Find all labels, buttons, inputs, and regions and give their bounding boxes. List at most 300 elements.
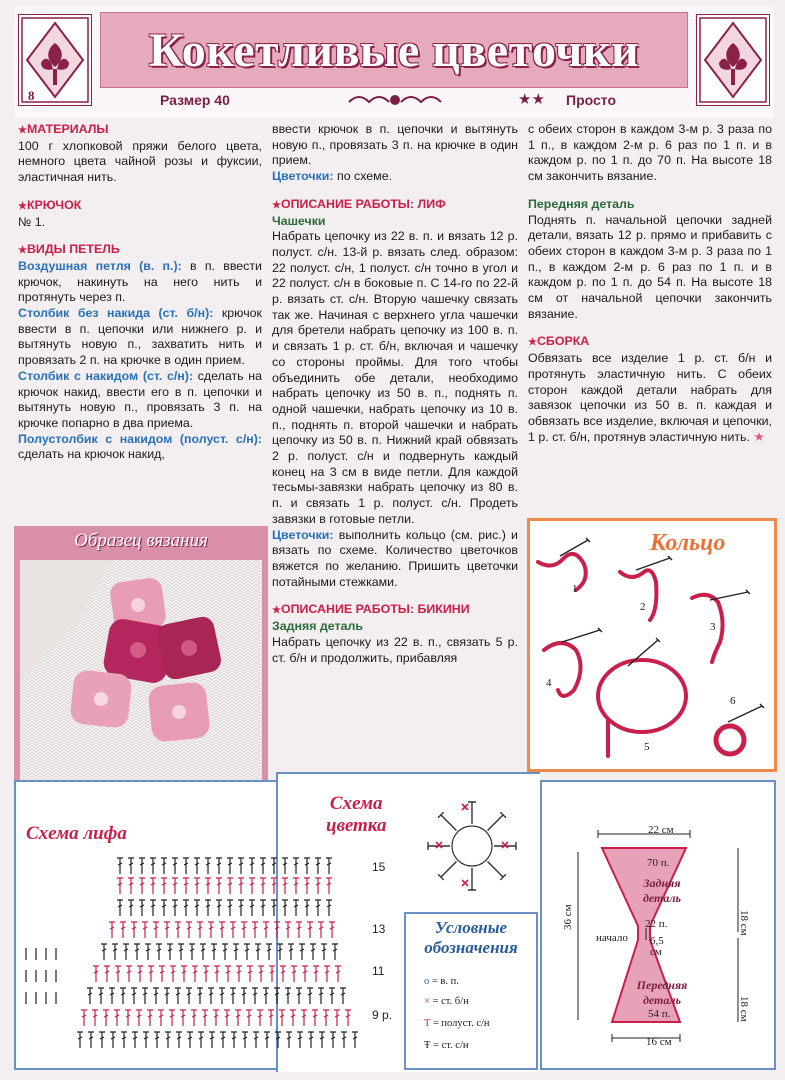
stitch-mark — [81, 1010, 87, 1026]
flower-spoke — [488, 812, 506, 830]
stitch-mark — [304, 900, 310, 916]
stitch-mark — [253, 1032, 259, 1048]
stitch-mark — [214, 966, 220, 982]
stitch-mark — [324, 966, 330, 982]
stitch-mark — [176, 1032, 182, 1048]
stitch-mark — [264, 1032, 270, 1048]
stitch-mark — [164, 922, 170, 938]
stitch-mark — [352, 1032, 358, 1048]
stitch-mark — [334, 1010, 340, 1026]
scheme-cvetka-title-line1: Схема — [329, 793, 383, 814]
stitch-mark — [227, 858, 233, 874]
stitch-mark — [205, 878, 211, 894]
stitch-mark — [304, 858, 310, 874]
front-piece-line2: деталь — [642, 993, 682, 1007]
stitch-mark — [297, 1032, 303, 1048]
stitch-mark — [231, 1032, 237, 1048]
stitch-mark — [230, 922, 236, 938]
stitch-mark — [307, 922, 313, 938]
stitch-mark — [148, 966, 154, 982]
stitch-mark — [219, 988, 225, 1004]
scheme-cvetka-title-line2: цветка — [326, 815, 387, 836]
stitch-mark — [222, 944, 228, 960]
stitch-mark — [280, 966, 286, 982]
stitch-mark — [319, 1032, 325, 1048]
sample-title: Образец вязания — [74, 530, 208, 551]
stitch-mark — [150, 900, 156, 916]
stitch-mark — [291, 966, 297, 982]
stitch-mark — [318, 988, 324, 1004]
ring-step-label: 5 — [644, 741, 650, 753]
stitch-mark — [293, 900, 299, 916]
legend-text: = в. п. — [431, 976, 459, 987]
stitch-mark — [252, 988, 258, 1004]
flower-4 — [69, 669, 132, 729]
bottom-height-label: 18 см — [738, 996, 750, 1022]
stitch-mark — [142, 922, 148, 938]
legend-title-line1: Условные — [434, 918, 508, 937]
stitch-mark — [285, 988, 291, 1004]
stitch-mark — [209, 1032, 215, 1048]
col3-intro: с обеих сторон в каждом 3-м р. 3 раза по 1 п., в каждом 2-м р. 6 раз по 1 п. и в каждом р. по 1 п. до 70 п. На высоте 18 см закончить вязание. — [528, 122, 772, 184]
stitch-mark — [247, 966, 253, 982]
ring-step-3 — [692, 595, 723, 662]
stitch-mark — [132, 1032, 138, 1048]
stitch-mark — [128, 878, 134, 894]
stitch-mark — [109, 922, 115, 938]
assembly-text — [528, 351, 772, 445]
stitch-mark — [104, 966, 110, 982]
stitch-mark — [194, 878, 200, 894]
stitch-mark — [307, 988, 313, 1004]
stitch-mark — [242, 1032, 248, 1048]
ornament-divider-icon — [345, 90, 445, 110]
legend-item — [424, 1018, 490, 1029]
flower-3 — [155, 615, 223, 682]
difficulty-stars: ★★ — [518, 91, 545, 108]
stitch-mark — [115, 966, 121, 982]
stitch-mark — [103, 1010, 109, 1026]
stitch-mark — [282, 900, 288, 916]
legend-text: = ст. с/н — [433, 1040, 469, 1051]
text-column-2 — [272, 122, 518, 666]
text-column-1 — [18, 122, 262, 463]
single-crochet-icon: × — [424, 996, 430, 1007]
stitch-mark — [275, 1032, 281, 1048]
top-height-label: 18 см — [738, 910, 750, 936]
bottom-stitches-label: 54 п. — [648, 1008, 671, 1020]
ring-step-2 — [620, 570, 656, 620]
ring-title: Кольцо — [650, 530, 726, 556]
stitch-mark — [255, 944, 261, 960]
stitch-mark — [241, 988, 247, 1004]
stitch-mark — [126, 966, 132, 982]
stitch-mark — [260, 858, 266, 874]
stitch-mark — [238, 900, 244, 916]
stitch-mark — [271, 900, 277, 916]
stitch-mark — [219, 922, 225, 938]
stitch-mark — [200, 944, 206, 960]
back-piece-line1: Задняя — [643, 876, 681, 890]
assembly-body: Обвязать все изделие 1 р. ст. б/н и протянуть эластичную нить. С обеих сторон каждой детали набрать для завязок цепочки из 50 в. п. каждая и обвязать все изделие, включая и цепочки, 1 р. ст. б/н, протянув эластичную нить. — [528, 351, 772, 444]
stitch-mark — [117, 878, 123, 894]
stitch-vp — [18, 259, 262, 306]
stitch-mark — [158, 1010, 164, 1026]
stitch-sbn-heading: Столбик без накида (ст. б/н): — [18, 306, 214, 321]
top-stitches-label: 70 п. — [647, 857, 670, 869]
flower-ornament-icon — [697, 15, 769, 105]
flowers2-heading: Цветочки: — [272, 527, 334, 542]
legend-text: = полуст. с/н — [432, 1018, 490, 1029]
stitch-mark — [128, 900, 134, 916]
stitch-vp-text: в п. ввести крючок, накинуть на него нить и протянуть через п. — [18, 258, 262, 305]
back-text: Набрать цепочку из 22 в. п., связать 5 р. ст. б/н и продолжить, прибавляя — [272, 634, 518, 665]
hook-text: № 1. — [18, 214, 46, 229]
scheme-cvetka-title — [326, 793, 386, 837]
ring-step-5 — [598, 660, 686, 732]
stitch-mark — [260, 900, 266, 916]
stitch-mark — [330, 1032, 336, 1048]
stitch-mark — [154, 1032, 160, 1048]
stitch-mark — [117, 900, 123, 916]
stitch-mark — [258, 966, 264, 982]
ring-diagram — [532, 530, 772, 766]
stitch-mark — [98, 988, 104, 1004]
chain-stitch-icon: o — [424, 976, 430, 987]
stitch-mark — [266, 944, 272, 960]
stitch-mark — [178, 944, 184, 960]
stitch-pss-heading: Полустолбик с накидом (полуст. с/н): — [18, 431, 262, 446]
stitch-mark — [110, 1032, 116, 1048]
stitch-mark — [268, 1010, 274, 1026]
stitch-mark — [117, 858, 123, 874]
stitch-mark — [220, 1032, 226, 1048]
hook-heading: ★ КРЮЧОК — [18, 198, 262, 215]
stitch-mark — [321, 944, 327, 960]
materials-heading: ★ МАТЕРИАЛЫ — [18, 122, 262, 139]
stitch-mark — [279, 1010, 285, 1026]
stitch-mark — [326, 878, 332, 894]
difficulty-label: Просто — [566, 92, 616, 108]
stitch-mark — [202, 1010, 208, 1026]
legend-text: = ст. б/н — [432, 996, 469, 1007]
stitch-mark — [93, 966, 99, 982]
front-piece-line1: Передняя — [636, 978, 688, 992]
stitch-mark — [274, 922, 280, 938]
stitch-mark — [236, 966, 242, 982]
stitch-mark — [263, 922, 269, 938]
stitch-mark — [192, 966, 198, 982]
stitch-mark — [252, 922, 258, 938]
stitch-mark — [139, 878, 145, 894]
scheme-lifa-title: Схема лифа — [26, 823, 127, 844]
stitch-mark — [216, 900, 222, 916]
double-crochet-icon: Ŧ — [424, 1040, 431, 1051]
stitch-mark — [136, 1010, 142, 1026]
stitch-mark — [101, 944, 107, 960]
stitch-mark — [285, 922, 291, 938]
stitch-mark — [271, 858, 277, 874]
back-piece-line2: деталь — [642, 891, 682, 905]
col2-flowers — [272, 169, 518, 185]
stitch-mark — [208, 922, 214, 938]
legend-item — [424, 1040, 469, 1051]
stitch-mark — [293, 858, 299, 874]
knit-sample-illustration — [20, 560, 262, 798]
row-label-13: 13 — [372, 922, 386, 936]
stitch-mark — [299, 944, 305, 960]
assembly-heading: ★ СБОРКА — [528, 334, 772, 351]
stitch-mark — [139, 900, 145, 916]
stitches-heading: ★ ВИДЫ ПЕТЕЛЬ — [18, 242, 262, 259]
stitch-mark — [167, 944, 173, 960]
front-heading: Передняя деталь — [528, 196, 635, 211]
stitch-mark — [257, 1010, 263, 1026]
stitch-mark — [233, 944, 239, 960]
stitch-mark — [315, 878, 321, 894]
stitch-mark — [293, 878, 299, 894]
start-label: начало — [596, 932, 628, 944]
sample-photo — [20, 560, 262, 798]
stitch-mark — [205, 900, 211, 916]
stitch-mark — [175, 988, 181, 1004]
stitch-ssn — [18, 369, 262, 432]
stitch-mark — [249, 900, 255, 916]
ring-step-label: 2 — [640, 601, 646, 613]
stitch-mark — [227, 878, 233, 894]
flower-5 — [147, 681, 211, 743]
flower-spoke — [468, 802, 476, 824]
stitch-mark — [128, 858, 134, 874]
stitch-mark — [187, 1032, 193, 1048]
stitch-mark — [175, 922, 181, 938]
legend-item — [424, 976, 459, 987]
stitch-mark — [216, 858, 222, 874]
stitch-mark — [269, 966, 275, 982]
stitch-mark — [131, 988, 137, 1004]
stitch-mark — [137, 966, 143, 982]
stitch-mark — [159, 966, 165, 982]
flower-stitch-chart — [410, 796, 536, 906]
stitch-mark — [225, 966, 231, 982]
stitch-mark — [332, 944, 338, 960]
stitch-mark — [274, 988, 280, 1004]
end-star-icon: ★ — [753, 429, 765, 444]
stitch-mark — [172, 878, 178, 894]
text-column-3 — [528, 122, 772, 445]
stitch-mark — [341, 1032, 347, 1048]
stitch-mark — [286, 1032, 292, 1048]
stitch-mark — [198, 1032, 204, 1048]
ring-step-1 — [538, 554, 586, 590]
stitch-mark — [208, 988, 214, 1004]
stitch-mark — [194, 900, 200, 916]
stitch-mark — [216, 878, 222, 894]
stitch-mark — [183, 858, 189, 874]
stitch-mark — [301, 1010, 307, 1026]
stitch-mark — [235, 1010, 241, 1026]
mid-height-value: 6,5 — [650, 935, 664, 947]
back-piece-label — [630, 876, 694, 906]
stitch-mark — [109, 988, 115, 1004]
stitch-pss-text: сделать на крючок накид, — [18, 447, 165, 462]
stitch-mark — [323, 1010, 329, 1026]
stitch-mark — [161, 900, 167, 916]
col2-flowers2 — [272, 528, 518, 591]
stitch-mark — [282, 878, 288, 894]
stitch-mark — [296, 988, 302, 1004]
flowers-heading: Цветочки: — [272, 169, 334, 184]
stitch-mark — [304, 878, 310, 894]
stitch-mark — [172, 858, 178, 874]
stitch-mark — [150, 878, 156, 894]
stitch-sbn — [18, 306, 262, 369]
stitch-mark — [142, 988, 148, 1004]
stitch-mark — [310, 944, 316, 960]
stitch-mark — [180, 1010, 186, 1026]
stitch-mark — [183, 900, 189, 916]
stitch-mark — [186, 988, 192, 1004]
row-label-11: 11 — [372, 964, 385, 978]
stitch-mark — [329, 922, 335, 938]
stitch-mark — [186, 922, 192, 938]
stitch-mark — [263, 988, 269, 1004]
stitch-sbn-text: крючок ввести в п. цепочки или нижнего р. и вытянуть новую п., захватить нить и провязать 2 п. на крючке в один прием. — [18, 306, 262, 368]
flowers2-text: выполнить кольцо (см. рис.) и вязать по схеме. Количество цветочков вяжется по желанию. Пришить цветочки потайными стежками. — [272, 527, 518, 589]
stitch-mark — [87, 988, 93, 1004]
row-label-9: 9 р. — [372, 1008, 393, 1022]
front-piece-label — [626, 978, 698, 1008]
ring-step-label: 4 — [546, 677, 552, 689]
flower-spoke — [438, 812, 456, 830]
stitch-mark — [120, 922, 126, 938]
stitch-mark — [123, 944, 129, 960]
legend-title-line2: обозначения — [424, 938, 518, 957]
stitch-mark — [114, 1010, 120, 1026]
flowers-text: по схеме. — [337, 169, 393, 184]
stitch-mark — [92, 1010, 98, 1026]
cups-heading: Чашечки — [272, 213, 326, 228]
ring-step-label: 1 — [572, 583, 578, 595]
row-label-15: 15 — [372, 860, 386, 874]
stitch-mark — [340, 988, 346, 1004]
stitch-mark — [88, 1032, 94, 1048]
stitch-mark — [164, 988, 170, 1004]
stitch-mark — [249, 858, 255, 874]
mid-height-unit: см — [650, 946, 662, 958]
stitch-mark — [260, 878, 266, 894]
flower-spoke — [488, 862, 506, 880]
stitch-mark — [121, 1032, 127, 1048]
stitch-mark — [153, 922, 159, 938]
size-label: Размер 40 — [160, 92, 230, 108]
stitch-mark — [143, 1032, 149, 1048]
stitch-mark — [197, 988, 203, 1004]
stitch-mark — [197, 922, 203, 938]
stitch-mark — [161, 858, 167, 874]
stitch-mark — [165, 1032, 171, 1048]
stitch-mark — [227, 900, 233, 916]
stitch-mark — [315, 858, 321, 874]
legend-item — [424, 996, 469, 1007]
total-height-label: 36 см — [562, 904, 574, 930]
bodice-stitch-chart — [20, 852, 370, 1066]
stitch-mark — [271, 878, 277, 894]
front-text: Поднять п. начальной цепочки задней детали, вязать 12 р. прямо и прибавить с обеих сторон в каждом 3-м р. 3 раза по 1 п., в каждом 2-м р. 6 раз по 1 п. и в каждом р. по 1 п. до 54 п. На высоте 18 см от начальной цепочки закончить вязание. — [528, 212, 772, 321]
stitch-pss — [18, 432, 262, 463]
stitch-mark — [211, 944, 217, 960]
stitch-mark — [131, 922, 137, 938]
stitch-mark — [203, 966, 209, 982]
flower-spoke — [468, 868, 476, 890]
stitch-mark — [183, 878, 189, 894]
stitch-mark — [189, 944, 195, 960]
stitch-mark — [326, 900, 332, 916]
stitch-mark — [205, 858, 211, 874]
stitch-mark — [224, 1010, 230, 1026]
flower-spoke — [438, 862, 456, 880]
page-number: 8 — [28, 88, 35, 103]
stitch-mark — [156, 944, 162, 960]
stitch-mark — [296, 922, 302, 938]
stitch-mark — [169, 1010, 175, 1026]
stitch-ssn-heading: Столбик с накидом (ст. с/н): — [18, 368, 194, 383]
legend-title — [404, 918, 538, 958]
top-width-label: 22 см — [648, 824, 674, 836]
bottom-width-label: 16 см — [646, 1036, 672, 1048]
stitch-mark — [244, 944, 250, 960]
stitch-mark — [161, 878, 167, 894]
desc-bikini-heading: ★ ОПИСАНИЕ РАБОТЫ: БИКИНИ — [272, 602, 518, 619]
stitch-mark — [335, 966, 341, 982]
col2-intro: ввести крючок в п. цепочки и вытянуть новую п., провязать 3 п. на крючке в один прием. — [272, 122, 518, 168]
stitch-mark — [99, 1032, 105, 1048]
stitch-mark — [181, 966, 187, 982]
stitch-mark — [313, 966, 319, 982]
stitch-mark — [139, 858, 145, 874]
stitch-mark — [172, 900, 178, 916]
desc-lif-heading: ★ ОПИСАНИЕ РАБОТЫ: ЛИФ — [272, 197, 518, 214]
stitch-mark — [326, 858, 332, 874]
stitch-mark — [302, 966, 308, 982]
stitch-mark — [147, 1010, 153, 1026]
stitch-mark — [308, 1032, 314, 1048]
mid-stitches-label: 22 п. — [645, 918, 668, 930]
stitch-mark — [77, 1032, 83, 1048]
stitch-mark — [288, 944, 294, 960]
stitch-mark — [345, 1010, 351, 1026]
stitch-mark — [318, 922, 324, 938]
stitch-mark — [315, 900, 321, 916]
stitch-mark — [150, 858, 156, 874]
mid-height-label — [650, 936, 664, 958]
stitch-mark — [238, 878, 244, 894]
stitch-vp-heading: Воздушная петля (в. п.): — [18, 258, 182, 273]
stitch-mark — [125, 1010, 131, 1026]
corner-ornament-right — [696, 14, 770, 106]
stitch-mark — [282, 858, 288, 874]
ring-step-label: 3 — [710, 621, 716, 633]
stitch-mark — [145, 944, 151, 960]
stitch-mark — [230, 988, 236, 1004]
stitch-mark — [153, 988, 159, 1004]
stitch-mark — [241, 922, 247, 938]
ring-step-6 — [716, 726, 744, 754]
stitch-mark — [170, 966, 176, 982]
back-heading: Задняя деталь — [272, 619, 363, 634]
ring-step-label: 6 — [730, 695, 736, 707]
stitch-mark — [290, 1010, 296, 1026]
